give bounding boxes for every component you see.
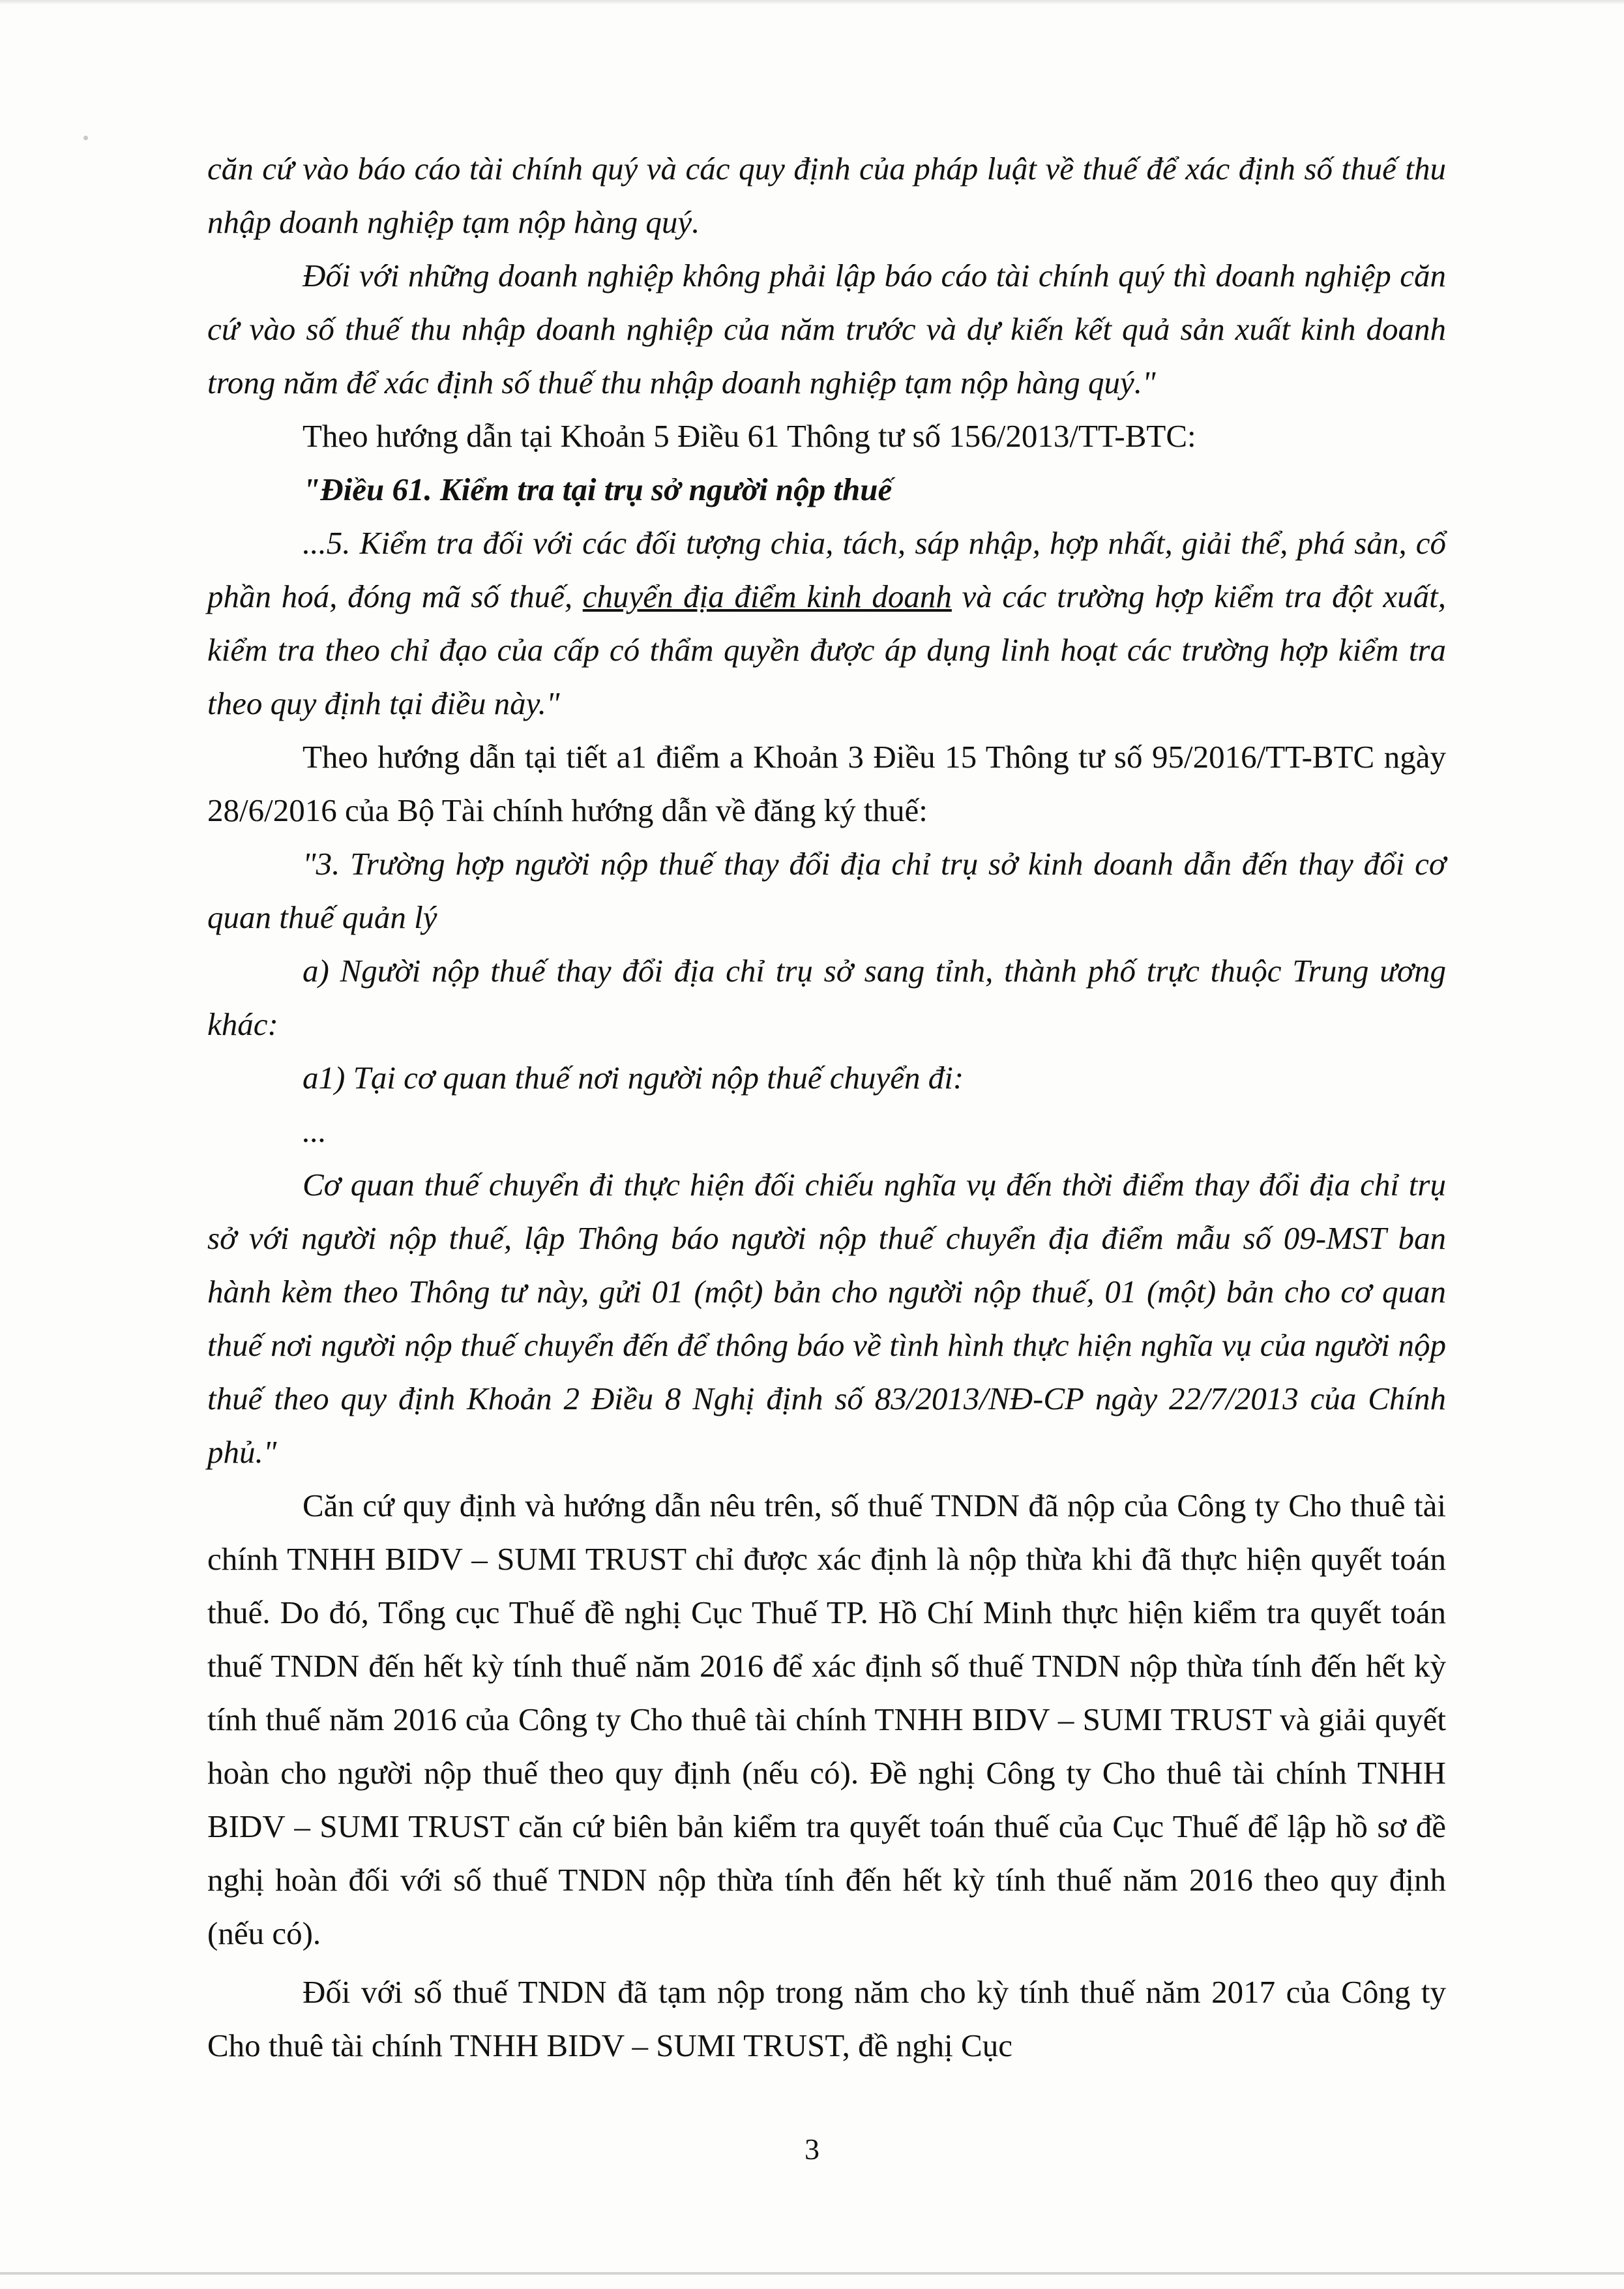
page-number: 3 xyxy=(805,2132,819,2166)
paragraph-circular-95: Theo hướng dẫn tại tiết a1 điểm a Khoản 3 Điều 15 Thông tư số 95/2016/TT-BTC ngày 28/6/2016 của Bộ Tài chính hướng dẫn về đăng ký thuế: xyxy=(207,739,1446,828)
clause-3-address-change: "3. Trường hợp người nộp thuế thay đổi địa chỉ trụ sở kinh doanh dẫn đến thay đổi cơ quan thuế quản lý xyxy=(207,846,1446,935)
scan-top-edge xyxy=(0,0,1624,5)
paragraph-conclusion: Căn cứ quy định và hướng dẫn nêu trên, số thuế TNDN đã nộp của Công ty Cho thuê tài chính TNHH BIDV – SUMI TRUST chỉ được xác định là nộp thừa khi đã thực hiện quyết toán thuế. Do đó, Tổng cục Thuế đề nghị Cục Thuế TP. Hồ Chí Minh thực hiện kiểm tra quyết toán thuế TNDN đến hết kỳ tính thuế năm 2016 để xác định số thuế TNDN nộp thừa tính đến hết kỳ tính thuế năm 2016 của Công ty Cho thuê tài chính TNHH BIDV – SUMI TRUST và giải quyết hoàn cho người nộp thuế theo quy định (nếu có). Đề nghị Công ty Cho thuê tài chính TNHH BIDV – SUMI TRUST căn cứ biên bản kiểm tra quyết toán thuế của Cục Thuế để lập hồ sơ đề nghị hoàn đối với số thuế TNDN nộp thừa tính đến hết kỳ tính thuế năm 2016 theo quy định (nếu có). xyxy=(207,1488,1446,1951)
paragraph-quarterly-report: căn cứ vào báo cáo tài chính quý và các quy định của pháp luật về thuế để xác định số thuế thu nhập doanh nghiệp tạm nộp hàng quý. xyxy=(207,151,1446,240)
ellipsis-line: ... xyxy=(303,1113,327,1149)
paragraph-no-quarterly-report: Đối với những doanh nghiệp không phải lập báo cáo tài chính quý thì doanh nghiệp căn cứ vào số thuế thu nhập doanh nghiệp của năm trước và dự kiến kết quả sản xuất kinh doanh trong năm để xác định số thuế thu nhập doanh nghiệp tạm nộp hàng quý." xyxy=(207,258,1446,400)
scan-bottom-edge xyxy=(0,2272,1624,2275)
paragraph-2017-tax: Đối với số thuế TNDN đã tạm nộp trong năm cho kỳ tính thuế năm 2017 của Công ty Cho thuê tài chính TNHH BIDV – SUMI TRUST, đề nghị Cục xyxy=(207,1974,1446,2063)
article-61-clause-5 xyxy=(207,516,1446,730)
paragraph-circular-156: Theo hướng dẫn tại Khoản 5 Điều 61 Thông tư số 156/2013/TT-BTC: xyxy=(303,418,1196,454)
document-body xyxy=(207,142,1446,2072)
clause-5-text-end: và các trường hợp kiểm tra đột xuất, kiểm tra theo chỉ đạo của cấp có thẩm quyền được áp dụng linh hoạt các trường hợp kiểm tra theo quy định tại điều này." xyxy=(207,578,1446,721)
article-61-heading: "Điều 61. Kiểm tra tại trụ sở người nộp thuế xyxy=(303,471,893,507)
point-a-other-province: a) Người nộp thuế thay đổi địa chỉ trụ sở sang tỉnh, thành phố trực thuộc Trung ương khác: xyxy=(207,953,1446,1042)
clause-5-text-start: ...5. Kiểm tra đối với các đối tượng chia, tách, sáp nhập, hợp nhất, giải thể, phá sản, cổ phần hoá, đóng mã số thuế, xyxy=(207,525,1446,614)
clause-5-underlined-phrase: chuyển địa điểm kinh doanh xyxy=(582,578,952,614)
sub-point-a1: a1) Tại cơ quan thuế nơi người nộp thuế chuyển đi: xyxy=(303,1060,964,1096)
scan-speck xyxy=(83,136,88,140)
paragraph-tax-office-reconciliation: Cơ quan thuế chuyển đi thực hiện đối chiếu nghĩa vụ đến thời điểm thay đổi địa chỉ trụ sở với người nộp thuế, lập Thông báo người nộp thuế chuyển địa điểm mẫu số 09-MST ban hành kèm theo Thông tư này, gửi 01 (một) bản cho người nộp thuế, 01 (một) bản cho cơ quan thuế nơi người nộp thuế chuyển đến để thông báo về tình hình thực hiện nghĩa vụ của người nộp thuế theo quy định Khoản 2 Điều 8 Nghị định số 83/2013/NĐ-CP ngày 22/7/2013 của Chính phủ." xyxy=(207,1167,1446,1470)
